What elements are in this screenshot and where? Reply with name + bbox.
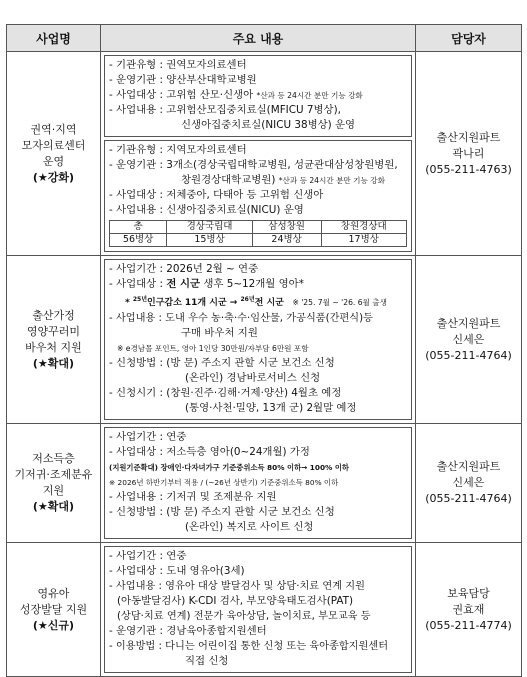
content-box (104, 55, 412, 137)
footnote-text: *산과 등 24시간 분만 기능 강화 (278, 176, 385, 185)
content-line: - 사업대상 : 도내 영유아(3세) (109, 565, 245, 577)
bed-table-value-cell: 24병상 (252, 234, 321, 247)
content-line: - 기관유형 : 지역모자의료센터 (109, 144, 247, 156)
content-cell (101, 543, 416, 677)
content-line: (온라인) 경남바로서비스 신청 (185, 372, 321, 384)
program-name-line: 권역·지역 (30, 122, 77, 136)
footnote-text: *산과 등 24시간 분만 기능 강화 (256, 91, 363, 100)
content-emphasis: 전 시군 (166, 278, 201, 290)
content-cell (101, 52, 416, 256)
content-line: - 사업대상 : 저체중아, 다태아 등 고위험 신생아 (109, 189, 324, 201)
footnote-text: ※ 2026년 하반기부터 적용 / (~26년 상반기) 기준중위소득 80% 이하 (109, 478, 339, 487)
manager-phone: (055-211-4764) (425, 492, 512, 505)
manager-name: 권효재 (452, 602, 485, 616)
year-superscript: 25년 (132, 296, 147, 303)
content-line: - 신청시기 : (창원·진주·김해·거제·양산) 4월초 예정 (109, 387, 342, 399)
header-program-name: 사업명 (7, 25, 101, 52)
content-line (109, 88, 407, 103)
manager-cell (416, 424, 522, 543)
content-line: - 운영기관 : 양산부산대학교병원 (109, 74, 257, 86)
bed-table-head-cell: 총 (110, 221, 167, 234)
content-line: - 이용방법 : 다니는 어린이집 통한 신청 또는 육아종합지원센터 (109, 641, 389, 652)
program-name-cell (7, 424, 101, 543)
content-emphasis: (지원기준확대) 장애인·다자녀가구 기준중위소득 80% 이하→ 100% 이하 (109, 463, 349, 472)
year-superscript: 26년 (240, 296, 255, 303)
content-line: 직접 신청 (185, 655, 229, 667)
content-line: - 사업기간 : 2026년 2월 ~ 연중 (109, 263, 259, 275)
bed-table-value-cell: 17병상 (321, 234, 407, 247)
content-line (109, 173, 407, 188)
content-line: - 운영기관 : 경남육아종합지원센터 (109, 625, 267, 637)
program-name-cell (7, 256, 101, 424)
manager-name: 신세은 (452, 476, 485, 489)
manager-phone: (055-211-4763) (425, 162, 512, 176)
content-cell (101, 424, 416, 543)
content-line: - 사업내용 : 신생아집중치료실(NICU) 운영 (109, 204, 304, 216)
content-line (109, 277, 407, 292)
content-line: (상담·치료 연계) 전문가 육아상담, 놀이치료, 부모교육 등 (117, 611, 371, 622)
content-line: (통영·사천·밀양, 13개 군) 2월말 예정 (185, 402, 357, 414)
bed-table-head-cell: 삼성창원 (252, 221, 321, 234)
manager-cell (416, 543, 522, 677)
program-table (6, 24, 522, 677)
manager-cell (416, 256, 522, 424)
manager-phone: (055-211-4774) (425, 618, 512, 632)
header-main-content: 주요 내용 (101, 25, 416, 52)
content-text: * (125, 298, 133, 308)
content-emphasis: 인구감소 11개 시군 → (147, 298, 241, 308)
bed-table-header (110, 221, 407, 234)
footnote-text: ※ e경남몰 포인트, 영아 1인당 30만원/자부담 6만원 포함 (117, 344, 309, 353)
content-box (104, 427, 412, 539)
content-line (109, 292, 407, 311)
content-text: 생후 5~12개월 영아* (200, 278, 304, 290)
bed-table-values (110, 234, 407, 247)
table-row (7, 543, 522, 677)
program-name-line: 영양꾸러미 (26, 324, 81, 338)
program-name-line: 영유아 (37, 586, 70, 600)
program-name-line: 기저귀·조제분유 (14, 468, 93, 481)
content-line: 구매 바우처 지원 (181, 327, 258, 339)
program-name-line: 바우처 지원 (25, 340, 82, 354)
content-line: - 사업내용 : 기저귀 및 조제분유 지원 (109, 491, 277, 503)
content-text: - 사업대상 : (109, 278, 167, 290)
manager-team: 보육담당 (447, 586, 490, 600)
content-line: - 사업내용 : 영유아 대상 발달검사 및 상담·치료 연계 지원 (109, 581, 365, 592)
manager-phone: (055-211-4764) (425, 348, 512, 362)
manager-name: 신세은 (452, 332, 485, 346)
bed-table-value-cell: 56병상 (110, 234, 167, 247)
content-line: - 사업내용 : 도내 우수 농·축·수·임산물, 가공식품(간편식)등 (109, 313, 373, 324)
table-row (7, 424, 522, 543)
content-text: - 사업대상 : 고위험 산모·신생아 (109, 89, 254, 101)
content-line: - 사업대상 : 저소득층 영아(0~24개월) 가정 (109, 446, 310, 458)
content-text: 창원경상대학교병원) (181, 174, 276, 186)
content-emphasis: 전 시군 (254, 298, 284, 308)
content-line: (온라인) 복지로 사이트 신청 (185, 521, 314, 533)
content-line: (아동발달검사) K-CDI 검사, 부모양육태도검사(PAT) (117, 595, 354, 607)
manager-team: 출산지원파트 (436, 460, 501, 473)
content-box (104, 259, 412, 420)
header-manager: 담당자 (416, 25, 522, 52)
content-box (104, 140, 412, 252)
content-line: - 신청방법 : (방 문) 주소지 관할 시군 보건소 신청 (109, 506, 335, 518)
table-header-row (7, 25, 522, 52)
program-name-line: 저소득층 (32, 452, 75, 465)
bed-count-table (109, 220, 407, 247)
content-line: - 사업기간 : 연중 (109, 431, 187, 443)
program-name-cell (7, 543, 101, 677)
content-line: - 기관유형 : 권역모자의료센터 (109, 59, 247, 71)
program-name-cell (7, 52, 101, 256)
program-name-line: 지원 (42, 484, 65, 497)
program-status-badge: (★확대) (32, 500, 75, 513)
content-line: - 사업기간 : 연중 (109, 550, 187, 562)
bed-table-head-cell: 창원경상대 (321, 221, 407, 234)
manager-name: 곽나리 (452, 146, 485, 160)
program-status-badge: (★확대) (32, 356, 75, 370)
content-line: - 운영기관 : 3개소(경상국립대학교병원, 성균관대삼성창원병원, (109, 159, 398, 171)
page-top-margin (0, 0, 527, 24)
table-row (7, 52, 522, 256)
table-row (7, 256, 522, 424)
program-name-line: 운영 (42, 154, 65, 168)
footnote-text: ※ '25. 7월 ~ '26. 6월 출생 (292, 298, 387, 307)
program-name-line: 성장발달 지원 (19, 602, 88, 616)
content-line: - 신청방법 : (방 문) 주소지 관할 시군 보건소 신청 (109, 357, 335, 369)
manager-team: 출산지원파트 (436, 130, 501, 144)
content-line: - 사업내용 : 고위험산모집중치료실(MFICU 7병상), (109, 104, 341, 116)
program-status-badge: (★강화) (32, 170, 75, 184)
manager-team: 출산지원파트 (436, 316, 501, 330)
content-cell (101, 256, 416, 424)
bed-table-value-cell: 15병상 (167, 234, 252, 247)
content-line: 신생아집중치료실(NICU 38병상) 운영 (181, 119, 356, 131)
bed-table-head-cell: 경상국립대 (167, 221, 252, 234)
program-name-line: 모자의료센터 (21, 138, 86, 152)
program-status-badge: (★신규) (32, 618, 75, 632)
content-box (104, 546, 412, 673)
manager-cell (416, 52, 522, 256)
program-name-line: 출산가정 (32, 308, 75, 322)
